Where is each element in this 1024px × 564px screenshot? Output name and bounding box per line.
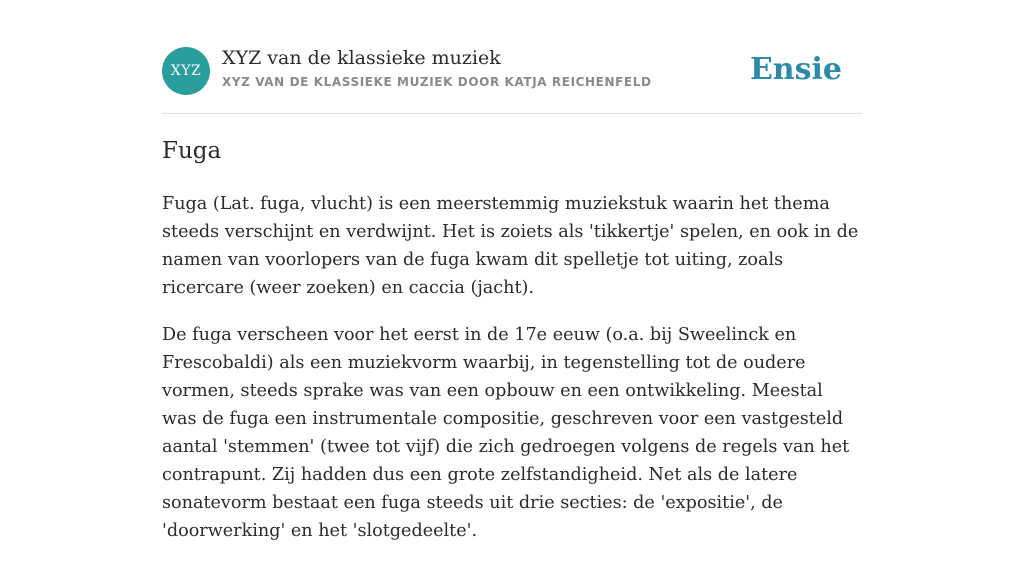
entry-body [162,190,862,564]
book-header [162,46,862,96]
entry-title: Fuga [162,138,222,164]
paragraph: De fuga verscheen voor het eerst in de 17e eeuw (o.a. bij Sweelinck en Frescobaldi) als een muziekvorm waarbij, in tegenstelling tot de oudere vormen, steeds sprake was van een opbouw en een ontwikkeling. Meestal was de fuga een instrumentale compositie, geschreven voor een vastgesteld aantal 'stemmen' (twee tot vijf) die zich gedroegen volgens de regels van het contrapunt. Zij hadden dus een grote zelfstandigheid. Net als de latere sonatevorm bestaat een fuga steeds uit drie secties: de 'expositie', de 'doorwerking' en het 'slotgedeelte'. [162,325,850,541]
book-subtitle: XYZ VAN DE KLASSIEKE MUZIEK DOOR KATJA REICHENFELD [222,75,652,89]
paragraph: Fuga (Lat. fuga, vlucht) is een meerstemmig muziekstuk waarin het thema steeds verschijnt en verdwijnt. Het is zoiets als 'tikkertje' spelen, en ook in de namen van voorlopers van de fuga kwam dit spelletje tot uiting, zoals ricercare (weer zoeken) en caccia (jacht). [162,194,859,298]
book-title[interactable]: XYZ van de klassieke muziek [222,47,501,69]
book-avatar[interactable]: XYZ [162,47,210,95]
brand-logo[interactable]: Ensie [749,52,842,87]
header-divider [162,113,862,114]
